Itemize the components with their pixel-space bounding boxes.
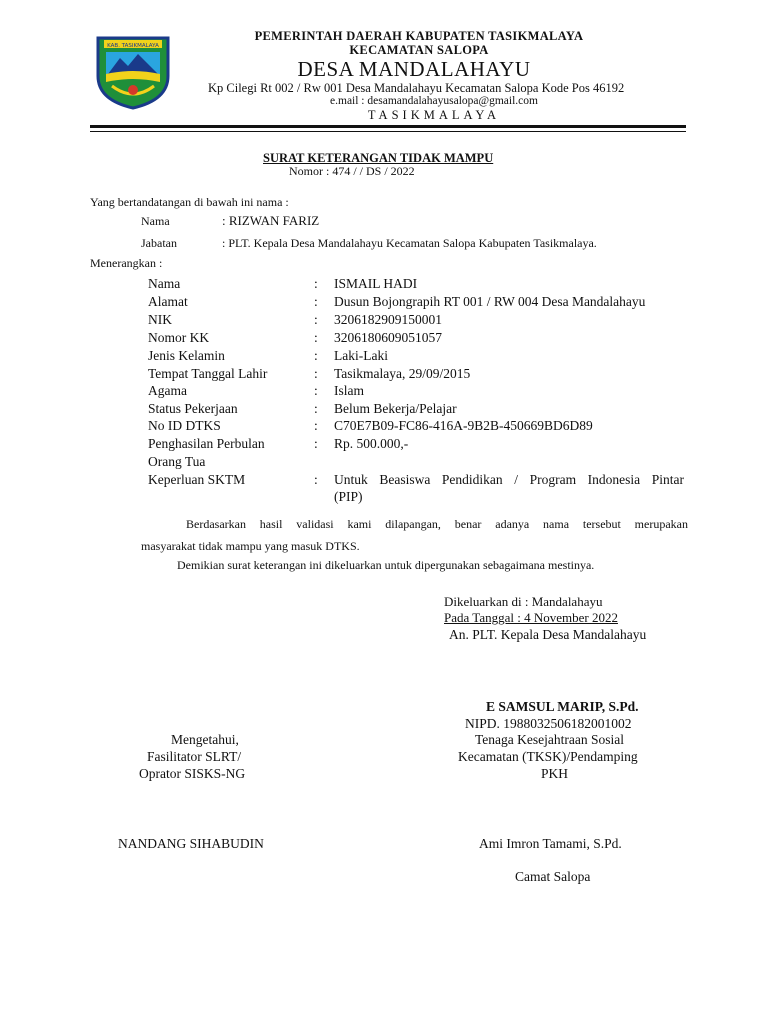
letter-title: SURAT KETERANGAN TIDAK MAMPU <box>263 151 494 165</box>
issued-place: Dikeluarkan di : Mandalahayu <box>444 594 603 609</box>
camat-name: Ami Imron Tamami, S.Pd. <box>479 836 622 851</box>
signer-position-value: : PLT. Kepala Desa Mandalahayu Kecamatan Salopa Kabupaten Tasikmalaya. <box>222 236 597 250</box>
field-value-religion: Islam <box>334 383 364 398</box>
facilitator-name: NANDANG SIHABUDIN <box>118 836 264 851</box>
field-value-income: Rp. 500.000,- <box>334 436 409 451</box>
field-label-kk: Nomor KK <box>148 330 210 345</box>
letterhead-line1: PEMERINTAH DAERAH KABUPATEN TASIKMALAYA <box>254 29 584 43</box>
field-colon: : <box>314 330 318 345</box>
tksk-role-line1: Tenaga Kesejahtraan Sosial <box>475 732 624 747</box>
field-colon: : <box>314 294 318 309</box>
letterhead-line2: KECAMATAN SALOPA <box>349 43 489 57</box>
menerangkan-label: Menerangkan : <box>90 256 163 270</box>
field-label-religion: Agama <box>148 383 187 398</box>
field-colon: : <box>314 436 318 451</box>
field-colon: : <box>314 401 318 416</box>
village-name: DESA MANDALAHAYU <box>297 57 531 81</box>
field-label-income-line2: Orang Tua <box>148 454 206 469</box>
field-value-nik: 3206182909150001 <box>334 312 442 327</box>
field-colon: : <box>314 276 318 291</box>
field-colon: : <box>314 312 318 327</box>
logo-text: KAB. TASIKMALAYA <box>107 43 159 49</box>
tksk-role-line3: PKH <box>541 766 569 781</box>
field-value-purpose: Untuk Beasiswa Pendidikan / Program Indonesia Pintar <box>334 472 684 487</box>
village-email: e.mail : desamandalahayusalopa@gmail.com <box>330 95 538 107</box>
field-colon: : <box>314 383 318 398</box>
field-label-job: Status Pekerjaan <box>148 401 238 416</box>
field-value-nama: ISMAIL HADI <box>334 276 418 291</box>
field-value-dtks: C70E7B09-FC86-416A-9B2B-450669BD6D89 <box>334 418 593 433</box>
letter-number: Nomor : 474 / / DS / 2022 <box>289 164 415 178</box>
field-value-job: Belum Bekerja/Pelajar <box>334 401 457 416</box>
signer-name-label: Nama <box>141 214 170 228</box>
signer-position-label: Jabatan <box>141 236 177 250</box>
field-value-alamat: Dusun Bojongrapih RT 001 / RW 004 Desa Mandalahayu <box>334 294 646 309</box>
intro-text: Yang bertandatangan di bawah ini nama : <box>90 195 289 209</box>
tksk-role-line2: Kecamatan (TKSK)/Pendamping <box>458 749 638 764</box>
field-value-kk: 3206180609051057 <box>334 330 442 345</box>
field-value-gender: Laki-Laki <box>334 348 388 363</box>
field-label-birth: Tempat Tanggal Lahir <box>148 366 268 381</box>
field-value-birth: Tasikmalaya, 29/09/2015 <box>334 366 471 381</box>
field-colon: : <box>314 366 318 381</box>
closing-paragraph: Demikian surat keterangan ini dikeluarkan untuk dipergunakan sebagaimana mestinya. <box>177 558 595 572</box>
validation-paragraph-line1: Berdasarkan hasil validasi kami dilapangan, benar adanya nama tersebut merupakan <box>186 517 688 531</box>
letterhead-divider-thick <box>90 125 686 128</box>
field-label-purpose: Keperluan SKTM <box>148 472 246 487</box>
field-label-dtks: No ID DTKS <box>148 418 221 433</box>
field-label-nama: Nama <box>148 276 181 291</box>
camat-role: Camat Salopa <box>515 869 591 884</box>
facilitator-role-line2: Oprator SISKS-NG <box>139 766 246 781</box>
letterhead-divider-thin <box>90 131 686 132</box>
field-label-income: Penghasilan Perbulan <box>148 436 265 451</box>
signer-name-value: : RIZWAN FARIZ <box>222 213 320 228</box>
field-label-alamat: Alamat <box>148 294 188 309</box>
city-name: TASIKMALAYA <box>367 108 501 122</box>
field-label-gender: Jenis Kelamin <box>148 348 225 363</box>
validation-paragraph-line2: masyarakat tidak mampu yang masuk DTKS. <box>141 539 360 553</box>
facilitator-role-line1: Fasilitator SLRT/ <box>147 749 242 764</box>
tksk-nipd: NIPD. 1988032506182001002 <box>465 716 632 731</box>
field-colon: : <box>314 472 318 487</box>
field-colon: : <box>314 348 318 363</box>
acknowledged-label: Mengetahui, <box>171 732 239 747</box>
village-address: Kp Cilegi Rt 002 / Rw 001 Desa Mandalahayu Kecamatan Salopa Kode Pos 46192 <box>208 81 625 95</box>
tksk-name: E SAMSUL MARIP, S.Pd. <box>486 699 639 714</box>
field-value-purpose-line2: (PIP) <box>334 489 363 504</box>
field-colon: : <box>314 418 318 433</box>
on-behalf-of: An. PLT. Kepala Desa Mandalahayu <box>449 627 647 642</box>
field-label-nik: NIK <box>148 312 172 327</box>
issued-date: Pada Tanggal : 4 November 2022 <box>444 610 618 625</box>
